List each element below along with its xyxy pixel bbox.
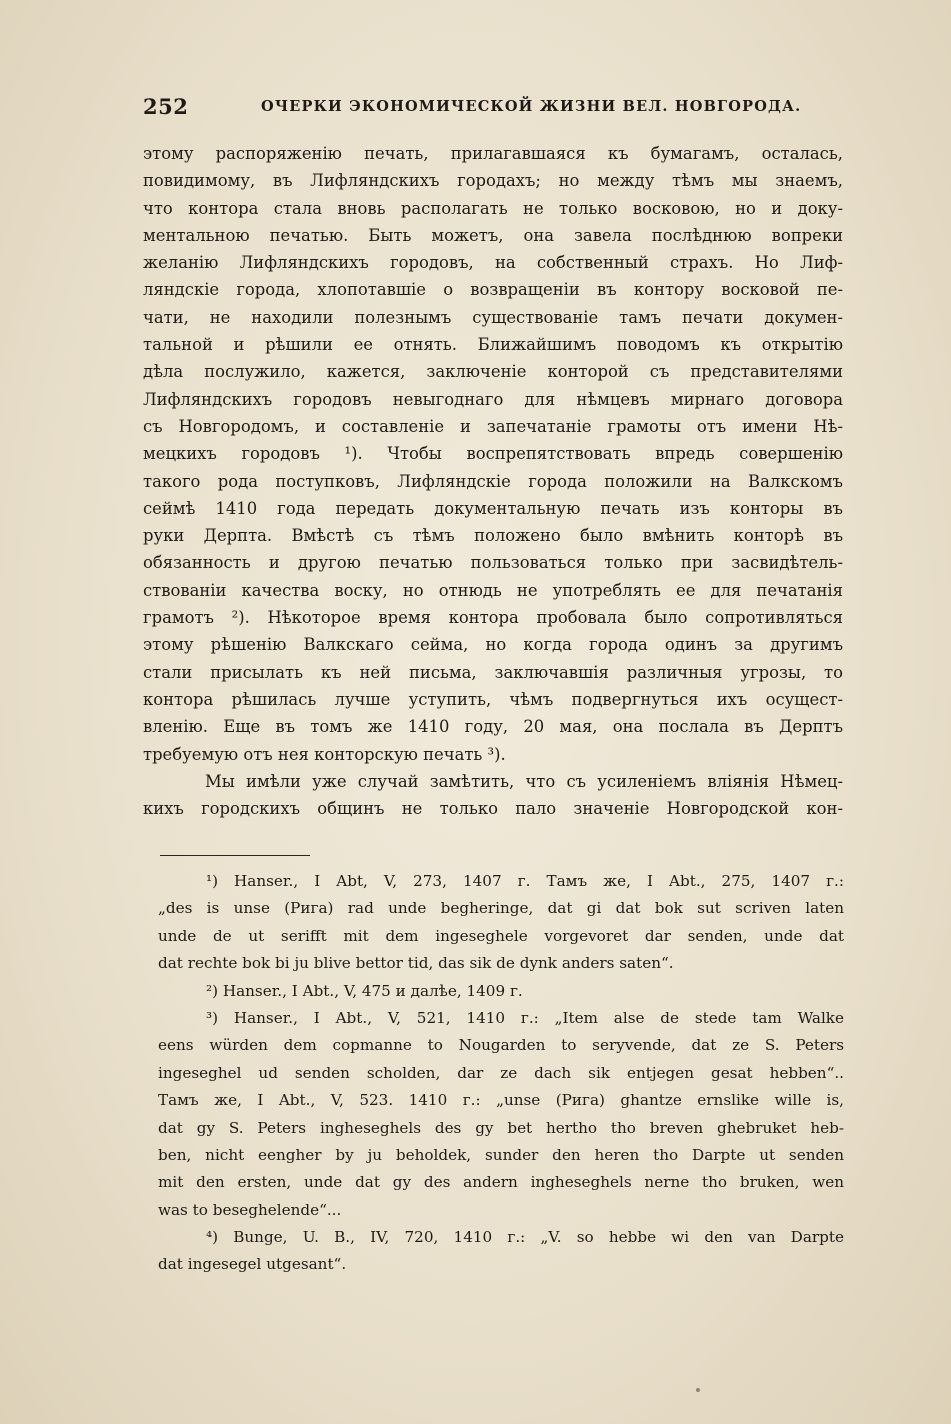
paper-speck	[696, 1388, 700, 1392]
footnote-2-line: ²) Hanser., I Abt., V, 475 и далѣе, 1409 г.	[206, 981, 523, 1000]
text-line: ляндскіе города, хлопотавшіе о возвращеніи въ контору восковой пе-	[143, 280, 843, 300]
text-line: ментальною печатью. Быть можетъ, она завела послѣднюю вопреки	[143, 225, 843, 245]
text-line: ствованіи качества воску, но отнюдь не употреблять ее для печатанія	[143, 580, 843, 600]
footnote-3-line: Тамъ же, I Abt., V, 523. 1410 г.: „unse (Рига) ghantze ernslike wille is,	[158, 1091, 844, 1110]
text-line: такого рода поступковъ, Лифляндскіе города положили на Валкскомъ	[143, 471, 843, 491]
footnote-3-line: ben, nicht eengher by ju beholdek, sunder den heren tho Darpte ut senden	[158, 1145, 844, 1164]
footnote-3-line: ingeseghel ud senden scholden, dar ze dach sik entjegen gesat hebben“..	[158, 1063, 844, 1082]
text-line: этому распоряженію печать, прилагавшаяся къ бумагамъ, осталась,	[143, 144, 843, 163]
text-line: тальной и рѣшили ее отнять. Ближайшимъ поводомъ къ открытію	[143, 335, 843, 355]
footnote-3-line: eens würden dem copmanne to Nougarden to seryvende, dat ze S. Peters	[158, 1036, 844, 1055]
footnote-4-line: dat ingesegel utgesant“.	[158, 1255, 347, 1274]
footnote-3-line: was to beseghelende“...	[158, 1200, 342, 1219]
text-line: повидимому, въ Лифляндскихъ городахъ; но между тѣмъ мы знаемъ,	[143, 171, 843, 191]
text-line: желанію Лифляндскихъ городовъ, на собственный страхъ. Но Лиф-	[143, 253, 843, 273]
main-text	[143, 140, 843, 822]
footnote-1-line: „des is unse (Рига) rad unde begheringe, dat gi dat bok sut scriven laten	[158, 899, 844, 918]
footnote-1-line: ¹) Hanser., I Abt, V, 273, 1407 г. Тамъ же, I Abt., 275, 1407 г.:	[206, 872, 844, 890]
footnotes	[158, 868, 844, 1279]
text-line: обязанность и другою печатью пользоваться только при засвидѣтель-	[143, 553, 843, 573]
text-line: Лифляндскихъ городовъ невыгоднаго для нѣмцевъ мирнаго договора	[143, 389, 843, 409]
footnote-1-line: unde de ut serifft mit dem ingeseghele vorgevoret dar senden, unde dat	[158, 926, 844, 945]
footnote-3-line: dat gy S. Peters ingheseghels des gy bet hertho tho breven ghebruket heb-	[158, 1118, 844, 1137]
text-line: дѣла послужило, кажется, заключеніе конторой съ представителями	[143, 362, 843, 382]
footnote-divider	[160, 855, 310, 856]
text-line: грамотъ ²). Нѣкоторое время контора пробовала было сопротивляться	[143, 608, 843, 628]
text-line: мецкихъ городовъ ¹). Чтобы воспрепятствовать впредь совершенію	[143, 444, 843, 464]
text-line: этому рѣшенію Валкскаго сейма, но когда города одинъ за другимъ	[143, 635, 843, 655]
text-line: что контора стала вновь располагать не только восковою, но и доку-	[143, 198, 843, 218]
text-line: стали присылать къ ней письма, заключавшія различныя угрозы, то	[143, 662, 843, 682]
footnote-1-line: dat rechte bok bi ju blive bettor tid, das sik de dynk anders saten“.	[158, 954, 674, 973]
text-line: чати, не находили полезнымъ существованіе тамъ печати докумен-	[143, 307, 843, 327]
page-header	[143, 92, 849, 122]
text-line: контора рѣшилась лучше уступить, чѣмъ подвергнуться ихъ осущест-	[143, 689, 843, 709]
paragraph-start-line: Мы имѣли уже случай замѣтить, что съ усиленіемъ вліянія Нѣмец-	[205, 771, 843, 791]
footnote-4-line: ⁴) Bunge, U. B., IV, 720, 1410 г.: „V. so hebbe wi den van Darpte	[206, 1228, 844, 1247]
footnote-3-line: mit den ersten, unde dat gy des andern ingheseghels nerne tho bruken, wen	[158, 1173, 844, 1192]
text-line: вленію. Еще въ томъ же 1410 году, 20 мая, она послала въ Дерптъ	[143, 717, 843, 737]
running-title: ОЧЕРКИ ЭКОНОМИЧЕСКОЙ ЖИЗНИ ВЕЛ. НОВГОРОДА.	[261, 98, 802, 115]
text-line: сеймѣ 1410 года передать документальную печать изъ конторы въ	[143, 498, 843, 518]
text-line: кихъ городскихъ общинъ не только пало значеніе Новгородской кон-	[143, 799, 843, 819]
footnote-3-line: ³) Hanser., I Abt., V, 521, 1410 г.: „Item alse de stede tam Walke	[206, 1008, 844, 1027]
text-line: требуемую отъ нея конторскую печать ³).	[143, 744, 506, 764]
text-line: съ Новгородомъ, и составленіе и запечатаніе грамоты отъ имени Нѣ-	[143, 416, 843, 436]
text-line: руки Дерпта. Вмѣстѣ съ тѣмъ положено было вмѣнить конторѣ въ	[143, 526, 843, 546]
page-number: 252	[143, 94, 189, 119]
